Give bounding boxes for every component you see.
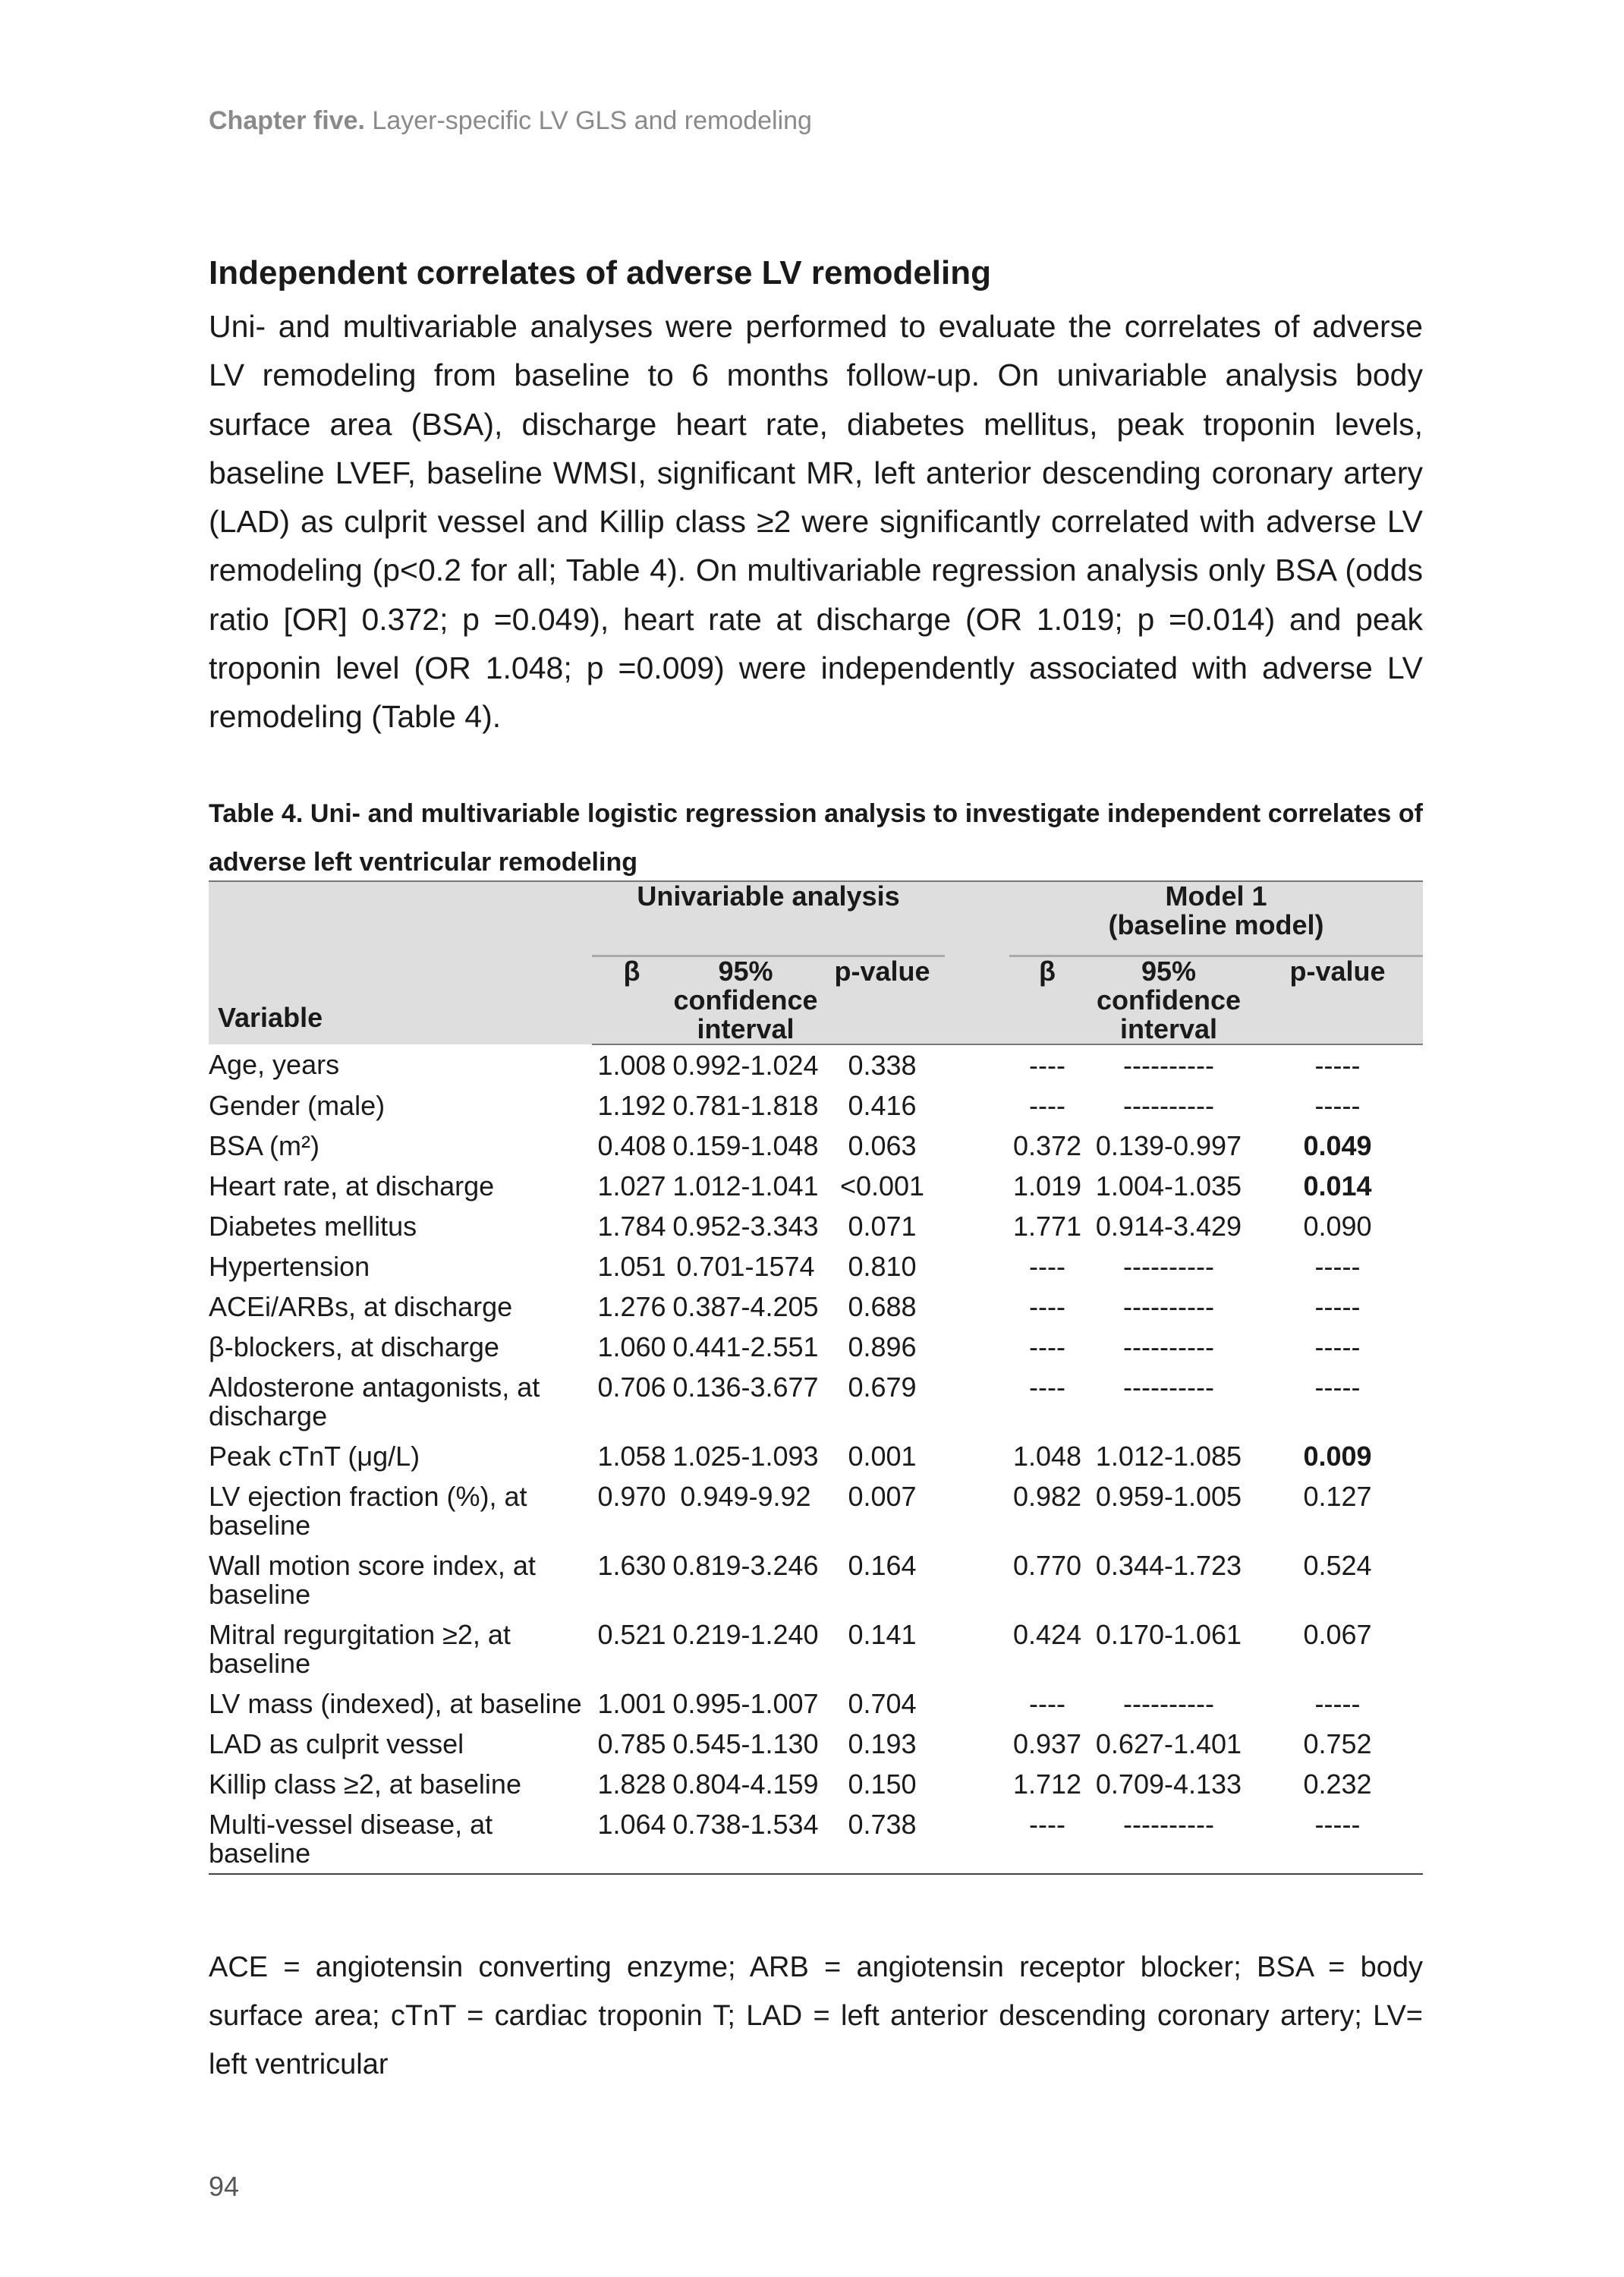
column-spacer (945, 1476, 1009, 1545)
column-spacer (945, 1126, 1009, 1166)
table-row (209, 1436, 1423, 1476)
cell-variable: Peak cTnT (μg/L) (209, 1441, 420, 1472)
variable-header: Variable (218, 1002, 323, 1033)
cell-p2: ----- (1252, 1804, 1423, 1874)
model1-beta-header: β (1009, 956, 1085, 1045)
univariable-ci-header: 95% confidence interval (672, 956, 820, 1045)
cell-p2: ----- (1314, 1050, 1361, 1081)
cell-ci2: 1.012-1.085 (1095, 1441, 1242, 1472)
cell-variable: Killip class ≥2, at baseline (209, 1768, 521, 1800)
cell-b1: 1.828 (597, 1768, 666, 1800)
cell-p1: 0.007 (848, 1481, 917, 1512)
cell-p2: 0.049 (1303, 1130, 1372, 1161)
cell-b2: ---- (1029, 1090, 1065, 1121)
column-spacer (945, 1614, 1009, 1683)
cell-b2: 0.372 (1012, 1130, 1082, 1161)
cell-p2: ----- (1314, 1331, 1361, 1362)
column-spacer (945, 1764, 1009, 1804)
cell-ci1: 0.159-1.048 (672, 1130, 819, 1161)
cell-p2: 0.067 (1303, 1619, 1372, 1650)
cell-b2: ---- (1029, 1291, 1065, 1322)
cell-variable: BSA (m²) (209, 1130, 320, 1161)
cell-b1: 1.008 (597, 1050, 666, 1081)
cell-b1: 0.408 (597, 1130, 666, 1161)
table-row (209, 1683, 1423, 1724)
cell-ci2: ---------- (1085, 1804, 1252, 1874)
cell-b1: 0.706 (597, 1372, 666, 1403)
column-spacer (945, 1206, 1009, 1246)
univariable-p-header: p-value (820, 956, 945, 1045)
table-row (209, 1206, 1423, 1246)
cell-b1: 1.001 (597, 1688, 666, 1719)
body-text (209, 250, 1423, 742)
column-spacer (945, 1166, 1009, 1206)
cell-ci2: 0.709-4.133 (1095, 1768, 1242, 1800)
table-row (209, 1166, 1423, 1206)
cell-ci1: 0.545-1.130 (672, 1728, 819, 1759)
model1-p-header: p-value (1252, 956, 1423, 1045)
cell-p1: 0.141 (848, 1619, 917, 1650)
cell-b1: 0.521 (597, 1619, 666, 1650)
cell-ci1: 0.992-1.024 (672, 1050, 819, 1081)
cell-ci1: 0.804-4.159 (672, 1768, 819, 1800)
column-spacer (945, 1287, 1009, 1327)
cell-p2: 0.752 (1303, 1728, 1372, 1759)
cell-variable: β-blockers, at discharge (209, 1331, 499, 1362)
cell-p1: 0.338 (848, 1050, 917, 1081)
table-caption: Table 4. Uni- and multivariable logistic regression analysis to investigate independent correlates of adverse left ventricular remodeling (209, 799, 1423, 877)
cell-variable: Heart rate, at discharge (209, 1170, 495, 1201)
table-row (209, 1085, 1423, 1126)
cell-ci2: 0.170-1.061 (1095, 1619, 1242, 1650)
cell-b2: 0.424 (1012, 1619, 1082, 1650)
table-row (209, 1764, 1423, 1804)
cell-ci1: 0.781-1.818 (672, 1090, 819, 1121)
cell-b1: 1.060 (597, 1331, 666, 1362)
column-spacer (945, 1085, 1009, 1126)
cell-p2: ----- (1314, 1372, 1361, 1403)
cell-b2: ---- (1029, 1688, 1065, 1719)
cell-ci2: ---------- (1123, 1688, 1214, 1719)
cell-ci1: 0.995-1.007 (672, 1688, 819, 1719)
table-header (209, 881, 1423, 1044)
cell-p1: 0.810 (848, 1251, 917, 1282)
cell-b2: 0.937 (1012, 1728, 1082, 1759)
cell-variable: Wall motion score index, at baseline (209, 1550, 536, 1610)
cell-p2: 0.127 (1303, 1481, 1372, 1512)
model1-ci-header: 95% confidence interval (1085, 956, 1252, 1045)
table-row (209, 1545, 1423, 1614)
cell-b1: 1.784 (597, 1211, 666, 1242)
cell-ci2: ---------- (1123, 1291, 1214, 1322)
cell-b1: 1.276 (597, 1291, 666, 1322)
regression-table (209, 880, 1423, 1875)
cell-p2: ----- (1314, 1251, 1361, 1282)
cell-ci2: ---------- (1123, 1372, 1214, 1403)
cell-b2: ---- (1009, 1804, 1085, 1874)
column-spacer (945, 1724, 1009, 1764)
table-footnote: ACE = angiotensin converting enzyme; ARB = angiotensin receptor blocker; BSA = body surface area; cTnT = cardiac troponin T; LAD = left anterior descending coronary artery; LV= left ventricular (209, 1951, 1423, 2080)
column-spacer (945, 1367, 1009, 1436)
cell-p1: 0.416 (848, 1090, 917, 1121)
cell-ci2: ---------- (1123, 1090, 1214, 1121)
cell-ci2: 0.914-3.429 (1095, 1211, 1242, 1242)
cell-variable: Age, years (209, 1049, 340, 1080)
cell-variable: LV ejection fraction (%), at baseline (209, 1481, 527, 1541)
cell-b2: 1.019 (1012, 1170, 1082, 1201)
univariable-beta-header: β (592, 956, 672, 1045)
column-spacer (945, 1246, 1009, 1287)
cell-ci1: 0.701-1574 (676, 1251, 815, 1282)
cell-ci1: 0.441-2.551 (672, 1331, 819, 1362)
table-row (209, 1367, 1423, 1436)
cell-b2: ---- (1029, 1331, 1065, 1362)
cell-p1: 0.738 (820, 1804, 945, 1874)
cell-ci1: 0.219-1.240 (672, 1619, 819, 1650)
column-spacer (945, 1683, 1009, 1724)
cell-variable: ACEi/ARBs, at discharge (209, 1291, 513, 1322)
cell-ci2: ---------- (1123, 1251, 1214, 1282)
cell-b2: 1.048 (1012, 1441, 1082, 1472)
header-group-row (209, 881, 1423, 956)
cell-p2: 0.009 (1303, 1441, 1372, 1472)
table-row (209, 1246, 1423, 1287)
column-spacer (945, 1545, 1009, 1614)
cell-b2: ---- (1029, 1372, 1065, 1403)
model1-group-header: Model 1 (baseline model) (1009, 881, 1423, 956)
table-row (209, 1126, 1423, 1166)
cell-ci2: 0.959-1.005 (1095, 1481, 1242, 1512)
cell-ci2: ---------- (1123, 1050, 1214, 1081)
cell-b2: ---- (1029, 1251, 1065, 1282)
cell-b2: 0.770 (1012, 1550, 1082, 1581)
cell-b1: 1.027 (597, 1170, 666, 1201)
body-paragraph: Uni- and multivariable analyses were performed to evaluate the correlates of adverse LV remodeling from baseline to 6 months follow-up. On univariable analysis body surface area (BSA), discharge heart rate, diabetes mellitus, peak troponin levels, baseline LVEF, baseline WMSI, significant MR, left anterior descending coronary artery (LAD) as culprit vessel and Killip class ≥2 were significantly correlated with adverse LV remodeling (p<0.2 for all; Table 4). On multivariable regression analysis only BSA (odds ratio [OR] 0.372; p =0.049), heart rate at discharge (OR 1.019; p =0.014) and peak troponin level (OR 1.048; p =0.009) were independently associated with adverse LV remodeling (Table 4). (209, 309, 1423, 735)
cell-variable: LAD as culprit vessel (209, 1728, 464, 1759)
cell-p1: 0.063 (848, 1130, 917, 1161)
cell-p1: 0.071 (848, 1211, 917, 1242)
column-spacer (945, 1804, 1009, 1874)
cell-b1: 1.630 (597, 1550, 666, 1581)
table-row (209, 1287, 1423, 1327)
group-spacer (945, 881, 1009, 956)
column-spacer (945, 1044, 1009, 1085)
cell-ci1: 0.387-4.205 (672, 1291, 819, 1322)
cell-p2: ----- (1314, 1291, 1361, 1322)
cell-p2: ----- (1314, 1090, 1361, 1121)
cell-ci1: 0.952-3.343 (672, 1211, 819, 1242)
table-row (209, 1327, 1423, 1367)
cell-ci1: 0.738-1.534 (672, 1804, 820, 1874)
cell-variable: Multi-vessel disease, at baseline (209, 1804, 592, 1874)
cell-ci1: 0.819-3.246 (672, 1550, 819, 1581)
section-title: Independent correlates of adverse LV remodeling (209, 254, 992, 291)
cell-ci1: 1.012-1.041 (672, 1170, 819, 1201)
table-row (209, 1614, 1423, 1683)
cell-p1: 0.896 (848, 1331, 917, 1362)
cell-p1: 0.688 (848, 1291, 917, 1322)
cell-b2: 0.982 (1012, 1481, 1082, 1512)
cell-ci2: ---------- (1123, 1331, 1214, 1362)
cell-variable: LV mass (indexed), at baseline (209, 1688, 582, 1719)
univariable-group-header: Univariable analysis (592, 881, 945, 956)
cell-p2: 0.090 (1303, 1211, 1372, 1242)
running-head (209, 106, 812, 136)
cell-b1: 1.051 (597, 1251, 666, 1282)
cell-b1: 1.064 (592, 1804, 672, 1874)
cell-p1: 0.164 (848, 1550, 917, 1581)
cell-b2: 1.712 (1012, 1768, 1082, 1800)
cell-p2: 0.524 (1303, 1550, 1372, 1581)
sub-spacer (945, 956, 1009, 1045)
cell-b2: ---- (1029, 1050, 1065, 1081)
cell-b1: 0.785 (597, 1728, 666, 1759)
cell-ci2: 0.627-1.401 (1095, 1728, 1242, 1759)
column-spacer (945, 1436, 1009, 1476)
cell-variable: Diabetes mellitus (209, 1211, 417, 1242)
cell-p1: <0.001 (839, 1170, 925, 1201)
running-head-chapter: Chapter five. (209, 106, 365, 135)
running-head-title: Layer-specific LV GLS and remodeling (372, 106, 812, 135)
table-row (209, 1804, 1423, 1874)
table-body (209, 1044, 1423, 1874)
cell-variable: Mitral regurgitation ≥2, at baseline (209, 1619, 511, 1679)
cell-p1: 0.704 (848, 1688, 917, 1719)
cell-p1: 0.150 (848, 1768, 917, 1800)
table-row (209, 1044, 1423, 1085)
cell-p1: 0.001 (848, 1441, 917, 1472)
page-number: 94 (209, 2171, 240, 2202)
cell-ci1: 0.136-3.677 (672, 1372, 819, 1403)
cell-ci2: 1.004-1.035 (1095, 1170, 1242, 1201)
table-row (209, 1476, 1423, 1545)
cell-b1: 1.192 (597, 1090, 666, 1121)
cell-p2: 0.232 (1303, 1768, 1372, 1800)
cell-p1: 0.679 (848, 1372, 917, 1403)
cell-variable: Gender (male) (209, 1090, 386, 1121)
cell-ci1: 0.949-9.92 (680, 1481, 811, 1512)
column-spacer (945, 1327, 1009, 1367)
cell-b2: 1.771 (1012, 1211, 1082, 1242)
table-row (209, 1724, 1423, 1764)
cell-variable: Hypertension (209, 1251, 370, 1282)
cell-b1: 0.970 (597, 1481, 666, 1512)
cell-p2: ----- (1314, 1688, 1361, 1719)
cell-p2: 0.014 (1303, 1170, 1372, 1201)
cell-p1: 0.193 (848, 1728, 917, 1759)
cell-b1: 1.058 (597, 1441, 666, 1472)
cell-ci1: 1.025-1.093 (672, 1441, 819, 1472)
cell-ci2: 0.344-1.723 (1095, 1550, 1242, 1581)
cell-ci2: 0.139-0.997 (1095, 1130, 1242, 1161)
cell-variable: Aldosterone antagonists, at discharge (209, 1372, 540, 1431)
